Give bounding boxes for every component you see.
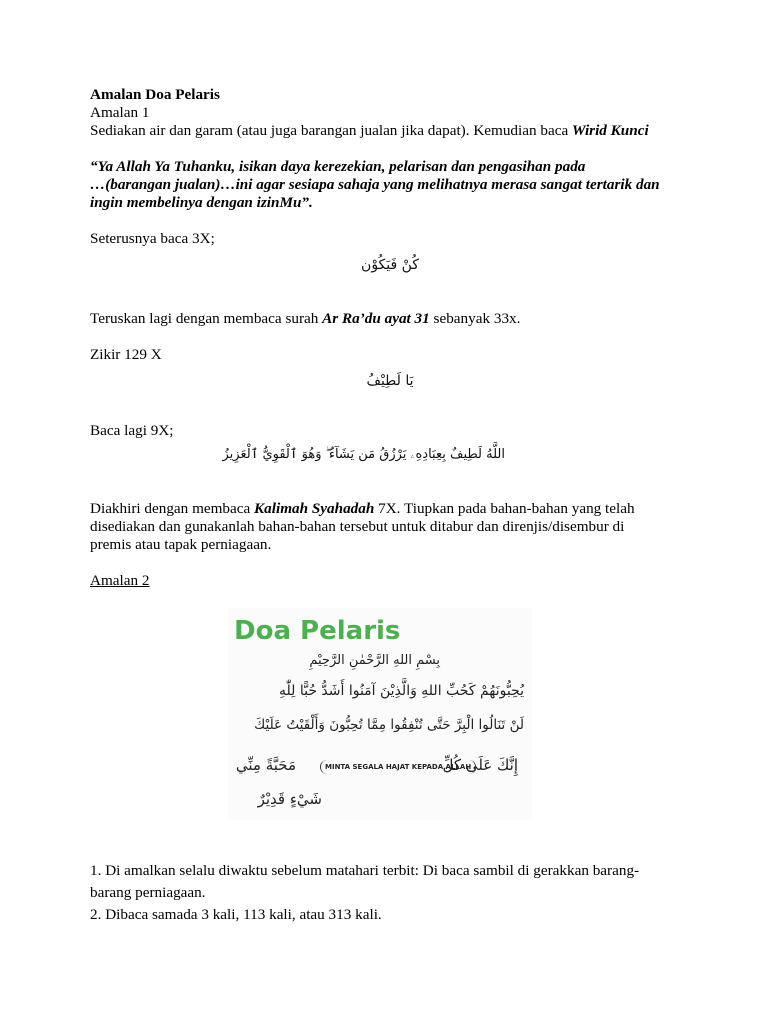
quote-line-2: …(barangan jualan)…ini agar sesiapa sahaja yang melihatnya merasa sangat tertarik dan	[90, 176, 660, 193]
figure-line-1: يُحِبُّونَهُمْ كَحُبِّ اللهِ وَالَّذِيْنَ آمَنُوا أَشَدُّ حُبًّا لِلّٰهِ	[278, 683, 524, 699]
arabic-verse: اللَّهُ لَطِيفٌ بِعِبَادِهِۦ يَرْزُقُ مَن يَشَآءُ ۖ وَهُوَ ٱلْقَوِيُّ ٱلْعَزِيزُ	[222, 447, 505, 462]
wirid-kunci: Wirid Kunci	[572, 122, 649, 139]
surah-pre: Teruskan lagi dengan membaca surah	[90, 310, 323, 327]
amalan-1-heading: Amalan 1	[90, 104, 150, 121]
doa-pelaris-image	[228, 608, 532, 820]
closing-line-2: disediakan dan gunakanlah bahan-bahan tersebut untuk ditabur dan direnjis/disembur di	[90, 518, 625, 535]
surah-post: sebanyak 33x.	[429, 310, 521, 327]
figure-line-3b: إِنَّكَ عَلَى كُلِّ	[442, 756, 518, 774]
arabic-kun-fayakun: كُنْ فَيَكُوْن	[361, 257, 419, 273]
figure-line-4: شَيْءٍ قَدِيْرٌ	[257, 790, 322, 808]
quote-line-3	[90, 194, 690, 212]
step-3x: Seterusnya baca 3X;	[90, 230, 215, 247]
quote-line-1: “Ya Allah Ya Tuhanku, isikan daya kerezekian, pelarisan dan pengasihan pada	[90, 158, 586, 175]
figure-note: MINTA SEGALA HAJAT KEPADA ALLAH	[320, 760, 476, 774]
figure-line-2: لَنْ تَنَالُوا الْبِرَّ حَتَّى تُنْفِقُوا مِمَّا تُحِبُّونَ وَأَلْقَيْتُ عَلَيْكَ	[254, 717, 524, 733]
zikir-line: Zikir 129 X	[90, 346, 162, 363]
instructions-list	[90, 862, 690, 924]
list-item-1-cont: barang perniagaan.	[90, 884, 206, 901]
closing-line-1	[90, 500, 690, 518]
document-title: Amalan Doa Pelaris	[90, 86, 220, 103]
closing-pre: Diakhiri dengan membaca	[90, 500, 255, 517]
closing-line-3: premis atau tapak perniagaan.	[90, 536, 272, 553]
baca-9x: Baca lagi 9X;	[90, 422, 174, 439]
intro-paragraph	[90, 122, 690, 140]
quote-line-3-text: ingin membelinya dengan izinMu	[90, 194, 302, 211]
figure-bismillah: بِسْمِ اللهِ الرَّحْمٰنِ الرَّحِيْمِ	[309, 653, 440, 668]
surah-name: Ar Ra’du ayat 31	[322, 310, 430, 327]
surah-paragraph	[90, 310, 690, 328]
closing-post: 7X. Tiupkan pada bahan-bahan yang telah	[374, 500, 635, 517]
arabic-ya-latif: يَا لَطِيْفُ	[366, 373, 414, 389]
quote-line-3-end: ”.	[301, 194, 313, 211]
kalimah-syahadah: Kalimah Syahadah	[254, 500, 375, 517]
intro-text: Sediakan air dan garam (atau juga barangan jualan jika dapat). Kemudian baca	[90, 122, 572, 139]
document-body	[90, 86, 690, 590]
amalan-2-heading: Amalan 2	[90, 572, 150, 589]
figure-line-3: مَحَبَّةً مِنِّي	[235, 756, 296, 774]
list-item-2: 2. Dibaca samada 3 kali, 113 kali, atau 313 kali.	[90, 906, 382, 923]
list-item-1: 1. Di amalkan selalu diwaktu sebelum matahari terbit: Di baca sambil di gerakkan barang-	[90, 862, 640, 879]
figure-title: Doa Pelaris	[234, 616, 401, 646]
